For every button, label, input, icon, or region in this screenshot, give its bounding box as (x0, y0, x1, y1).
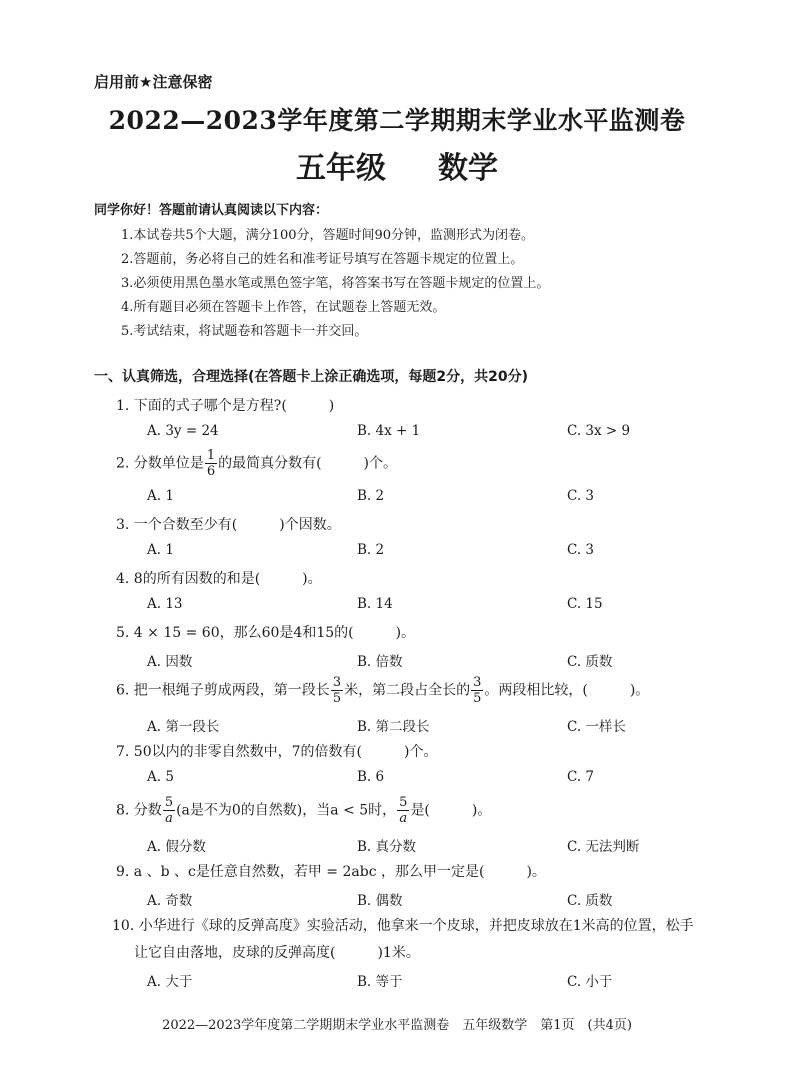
instruction-item: 2.答题前，务必将自己的姓名和准考证号填写在答题卡规定的位置上。 (121, 252, 524, 267)
question-10-option-a: A. 大于 (147, 974, 193, 990)
question-3-option-b: B. 2 (357, 542, 385, 558)
question-8-pre: 8. 分数 (116, 802, 162, 819)
question-9-option-c: C. 质数 (567, 893, 613, 909)
question-9-option-a: A. 奇数 (147, 893, 193, 909)
question-4-option-b: B. 14 (357, 596, 393, 612)
question-2-text (116, 449, 397, 478)
section-heading: 一、认真筛选，合理选择(在答题卡上涂正确选项，每题2分，共20分) (94, 369, 529, 385)
question-7-option-a: A. 5 (147, 769, 174, 785)
question-8-option-c: C. 无法判断 (567, 839, 640, 855)
question-6-option-a: A. 第一段长 (147, 719, 220, 735)
question-6-mid: 米，第二段占全长的 (344, 682, 471, 699)
question-7-option-b: B. 6 (357, 769, 385, 785)
exam-subtitle (0, 143, 794, 187)
fraction-numerator: 3 (332, 675, 342, 690)
question-2-option-c: C. 3 (567, 488, 595, 504)
question-6-pre: 6. 把一根绳子剪成两段，第一段长 (116, 682, 330, 699)
question-9-option-b: B. 偶数 (357, 893, 403, 909)
question-1-option-c: C. 3x > 9 (567, 423, 631, 439)
question-4-text: 4. 8的所有因数的和是( )。 (116, 571, 322, 587)
fraction (205, 449, 217, 478)
fraction-numerator: 1 (206, 448, 216, 463)
confidential-notice: 启用前★注意保密 (94, 73, 213, 91)
question-1-option-a: A. 3y = 24 (147, 423, 219, 439)
question-2-post: 的最简真分数有( )个。 (218, 455, 398, 472)
instruction-item: 5.考试结束，将试题卷和答题卡一并交回。 (121, 324, 368, 339)
exam-title: 2022—2023学年度第二学期期末学业水平监测卷 (108, 106, 686, 135)
question-1-text: 1. 下面的式子哪个是方程?( ) (116, 398, 335, 414)
question-6-post: 。两段相比较，( )。 (484, 682, 650, 699)
fraction-denominator: 6 (206, 464, 216, 479)
fraction-numerator: 3 (473, 675, 482, 690)
question-3-option-c: C. 3 (567, 542, 595, 558)
instruction-item: 3.必须使用黑色墨水笔或黑色签字笔，将答案书写在答题卡规定的位置上。 (121, 276, 550, 291)
question-5-text: 5. 4 × 15 = 60，那么60是4和15的( )。 (116, 625, 416, 641)
question-10-line-2: 让它自由落地，皮球的反弹高度( )1米。 (134, 945, 420, 961)
question-3-option-a: A. 1 (147, 542, 174, 558)
question-7-text: 7. 50以内的非零自然数中，7的倍数有( )个。 (116, 744, 438, 760)
question-6-option-b: B. 第二段长 (357, 719, 430, 735)
instructions-greeting: 同学你好！答题前请认真阅读以下内容： (94, 203, 329, 218)
fraction (471, 676, 483, 705)
instruction-item: 1.本试卷共5个大题，满分100分，答题时间90分钟，监测形式为闭卷。 (121, 228, 535, 243)
question-8-mid: (a是不为0的自然数)，当a < 5时， (176, 802, 397, 819)
fraction (331, 676, 343, 705)
grade-label: 五年级 (296, 151, 386, 186)
question-10-option-b: B. 等于 (357, 974, 403, 990)
fraction-numerator: 5 (164, 795, 174, 810)
question-5-option-a: A. 因数 (147, 654, 193, 670)
question-2-pre: 2. 分数单位是 (116, 455, 204, 472)
question-7-option-c: C. 7 (567, 769, 595, 785)
page-footer: 2022—2023学年度第二学期期末学业水平监测卷 五年级数学 第1页 (共4页) (162, 1018, 632, 1033)
question-8-option-a: A. 假分数 (147, 839, 206, 855)
question-8-option-b: B. 真分数 (357, 839, 417, 855)
question-10-line-1: 10. 小华进行《球的反弹高度》实验活动，他拿来一个皮球，并把皮球放在1米高的位置，松手 (112, 918, 694, 934)
fraction (163, 796, 175, 825)
question-6-text (116, 676, 649, 705)
fraction-denominator: 5 (332, 691, 342, 706)
question-4-option-a: A. 13 (147, 596, 183, 612)
question-5-option-c: C. 质数 (567, 654, 613, 670)
question-9-text: 9. a 、b 、c是任意自然数，若甲 = 2abc ，那么甲一定是( )。 (116, 864, 546, 880)
fraction (397, 796, 409, 825)
fraction-denominator: a (165, 811, 173, 826)
question-3-text: 3. 一个合数至少有( )个因数。 (116, 517, 341, 533)
question-1-option-b: B. 4x + 1 (357, 423, 421, 439)
question-5-option-b: B. 倍数 (357, 654, 403, 670)
question-2-option-b: B. 2 (357, 488, 385, 504)
subject-label: 数学 (438, 151, 498, 186)
fraction-denominator: a (399, 811, 408, 826)
fraction-numerator: 5 (399, 795, 408, 810)
fraction-denominator: 5 (473, 691, 482, 706)
instruction-item: 4.所有题目必须在答题卡上作答，在试题卷上答题无效。 (121, 300, 446, 315)
question-6-option-c: C. 一样长 (567, 719, 626, 735)
question-8-post: 是( )。 (410, 802, 492, 819)
question-2-option-a: A. 1 (147, 488, 174, 504)
question-10-option-c: C. 小于 (567, 974, 613, 990)
question-8-text (116, 796, 491, 825)
question-4-option-c: C. 15 (567, 596, 603, 612)
